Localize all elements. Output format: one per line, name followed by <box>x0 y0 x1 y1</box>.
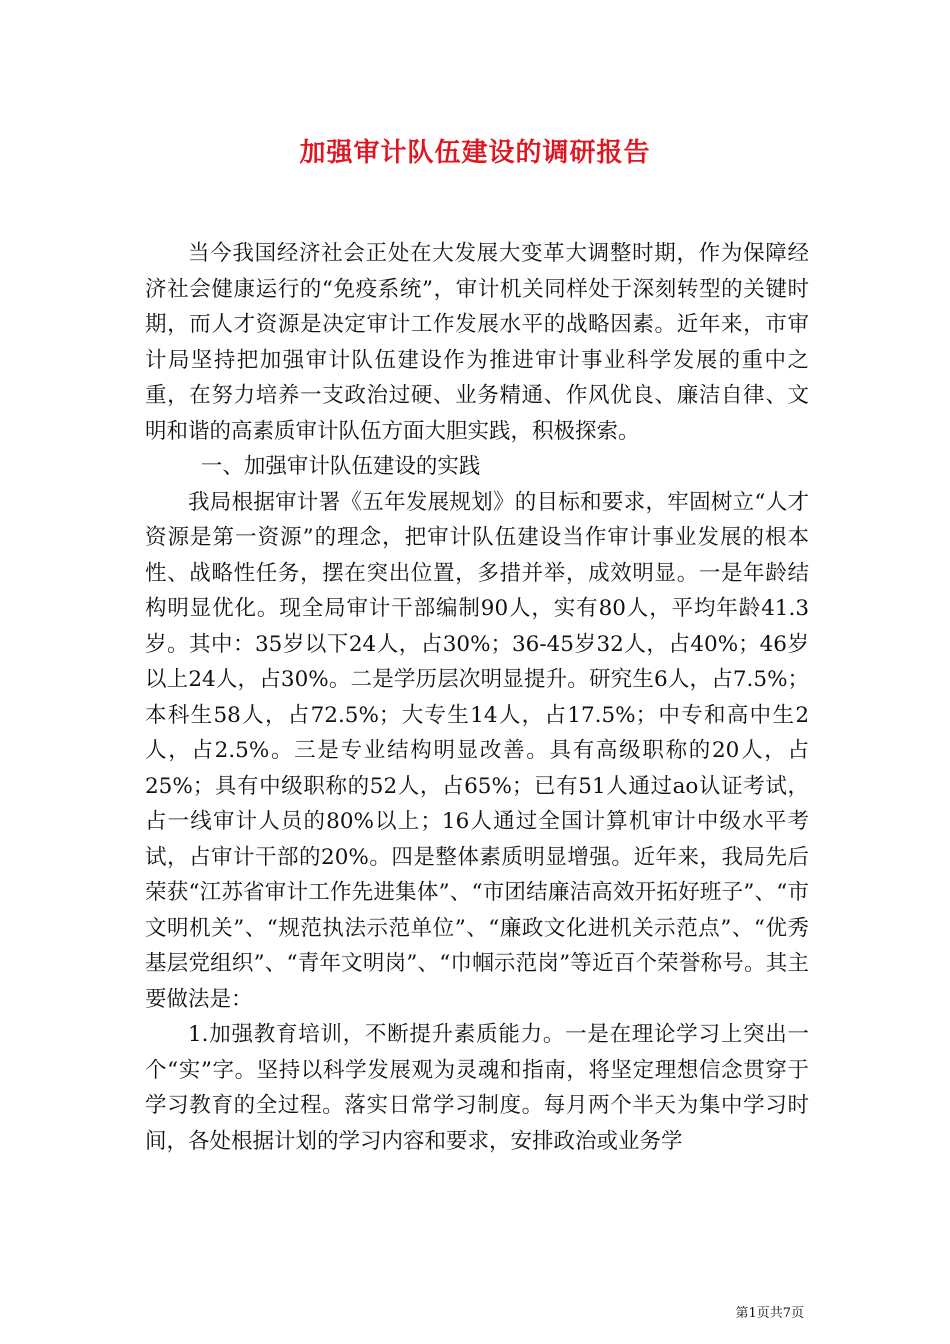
document-title: 加强审计队伍建设的调研报告 <box>299 138 651 168</box>
page-number: 第1页共7页 <box>735 1306 804 1321</box>
document-body <box>145 236 809 1159</box>
paragraph-practice: 我局根据审计署《五年发展规划》的目标和要求，牢固树立“人才资源是第一资源”的理念，把审计队伍建设当作审计事业发展的根本性、战略性任务，摆在突出位置，多措并举，成效明显。一是年龄结构明显优化。现全局审计干部编制90人，实有80人，平均年龄41.3岁。其中：35岁以下24人，占30%；36-45岁32人，占40%；46岁以上24人，占30%。二是学历层次明显提升。研究生6人，占7.5%；本科生58人，占72.5%；大专生14人，占17.5%；中专和高中生2人，占2.5%。三是专业结构明显改善。具有高级职称的20人，占25%；具有中级职称的52人，占65%；已有51人通过ao认证考试，占一线审计人员的80%以上；16人通过全国计算机审计中级水平考试，占审计干部的20%。四是整体素质明显增强。近年来，我局先后荣获“江苏省审计工作先进集体”、“市团结廉洁高效开拓好班子”、“市文明机关”、“规范执法示范单位”、“廉政文化进机关示范点”、“优秀基层党组织”、“青年文明岗”、“巾帼示范岗”等近百个荣誉称号。其主要做法是： <box>145 489 809 1012</box>
paragraph-intro: 当今我国经济社会正处在大发展大变革大调整时期，作为保障经济社会健康运行的“免疫系统”，审计机关同样处于深刻转型的关键时期，而人才资源是决定审计工作发展水平的战略因素。近年来，市审计局坚持把加强审计队伍建设作为推进审计事业科学发展的重中之重，在努力培养一支政治过硬、业务精通、作风优良、廉洁自律、文明和谐的高素质审计队伍方面大胆实践，积极探索。 <box>145 241 809 444</box>
section-heading: 一、加强审计队伍建设的实践 <box>200 454 481 479</box>
paragraph-training: 1.加强教育培训，不断提升素质能力。一是在理论学习上突出一个“实”字。坚持以科学发展观为灵魂和指南，将坚定理想信念贯穿于学习教育的全过程。落实日常学习制度。每月两个半天为集中学习时间，各处根据计划的学习内容和要求，安排政治或业务学 <box>145 1022 809 1154</box>
